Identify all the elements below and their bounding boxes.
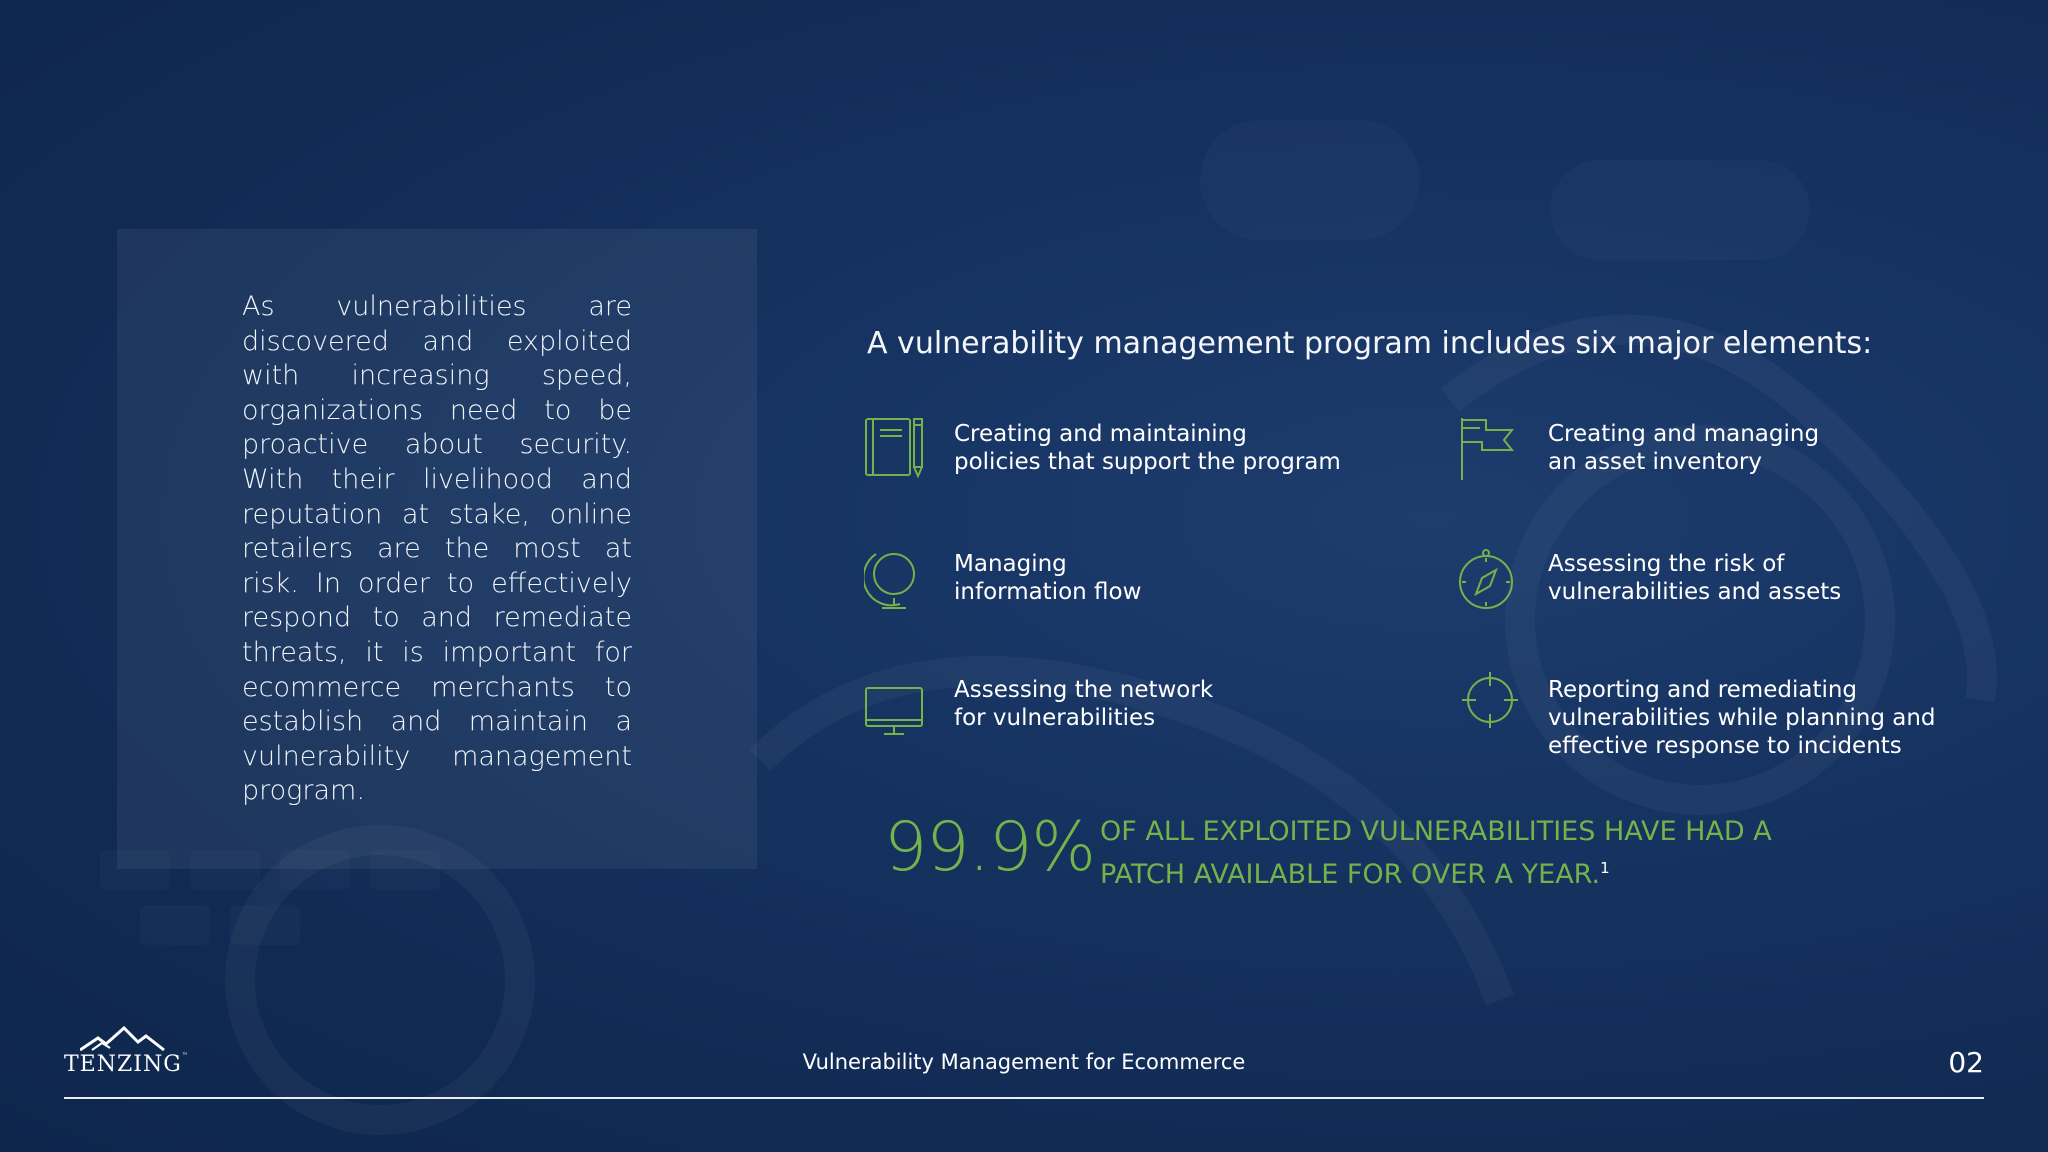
logo-trademark: ™ bbox=[181, 1052, 189, 1059]
element-policies bbox=[864, 416, 1341, 480]
element-risk-assessment bbox=[1458, 546, 1841, 610]
section-heading: A vulnerability management program includes six major elements: bbox=[867, 326, 1873, 361]
page-number: 02 bbox=[1948, 1046, 1984, 1079]
flag-icon bbox=[1458, 416, 1522, 480]
crosshair-icon bbox=[1458, 672, 1522, 736]
element-label: Creating and maintaining policies that support the program bbox=[954, 421, 1341, 475]
element-information-flow bbox=[864, 546, 1141, 610]
compass-icon bbox=[1458, 546, 1522, 610]
element-label: Creating and managing an asset inventory bbox=[1548, 421, 1820, 475]
element-label: Assessing the network for vulnerabilities bbox=[954, 677, 1214, 731]
stat-description bbox=[1100, 814, 1820, 893]
element-network-assessment bbox=[864, 672, 1213, 736]
mountain-icon bbox=[80, 1026, 172, 1052]
logo-text: TENZING bbox=[64, 1052, 182, 1077]
element-reporting-remediation bbox=[1458, 672, 1936, 760]
element-asset-inventory bbox=[1458, 416, 1819, 480]
footer-divider bbox=[64, 1097, 1984, 1099]
notebook-pencil-icon bbox=[864, 416, 928, 480]
stat-value: 99.9% bbox=[884, 808, 1096, 887]
footnote-marker: 1 bbox=[1600, 859, 1610, 877]
footer-title: Vulnerability Management for Ecommerce bbox=[802, 1050, 1246, 1074]
intro-paragraph: As vulnerabilities are discovered and exploited with increasing speed, organizations need to be proactive about security. With their livelihood and reputation at stake, online retailers are the most at risk. In order to effectively respond to and remediate threats, it is important for ecommerce merchants to establish and maintain a vulnerability management program. bbox=[242, 291, 632, 807]
stat-text: OF ALL EXPLOITED VULNERABILITIES HAVE HAD A PATCH AVAILABLE FOR OVER A YEAR. bbox=[1100, 816, 1772, 890]
globe-icon bbox=[864, 546, 928, 610]
element-label: Assessing the risk of vulnerabilities and assets bbox=[1548, 551, 1842, 605]
element-label: Managing information flow bbox=[954, 551, 1142, 605]
monitor-icon bbox=[864, 672, 928, 736]
element-label: Reporting and remediating vulnerabilities while planning and effective response to incidents bbox=[1548, 677, 1936, 759]
